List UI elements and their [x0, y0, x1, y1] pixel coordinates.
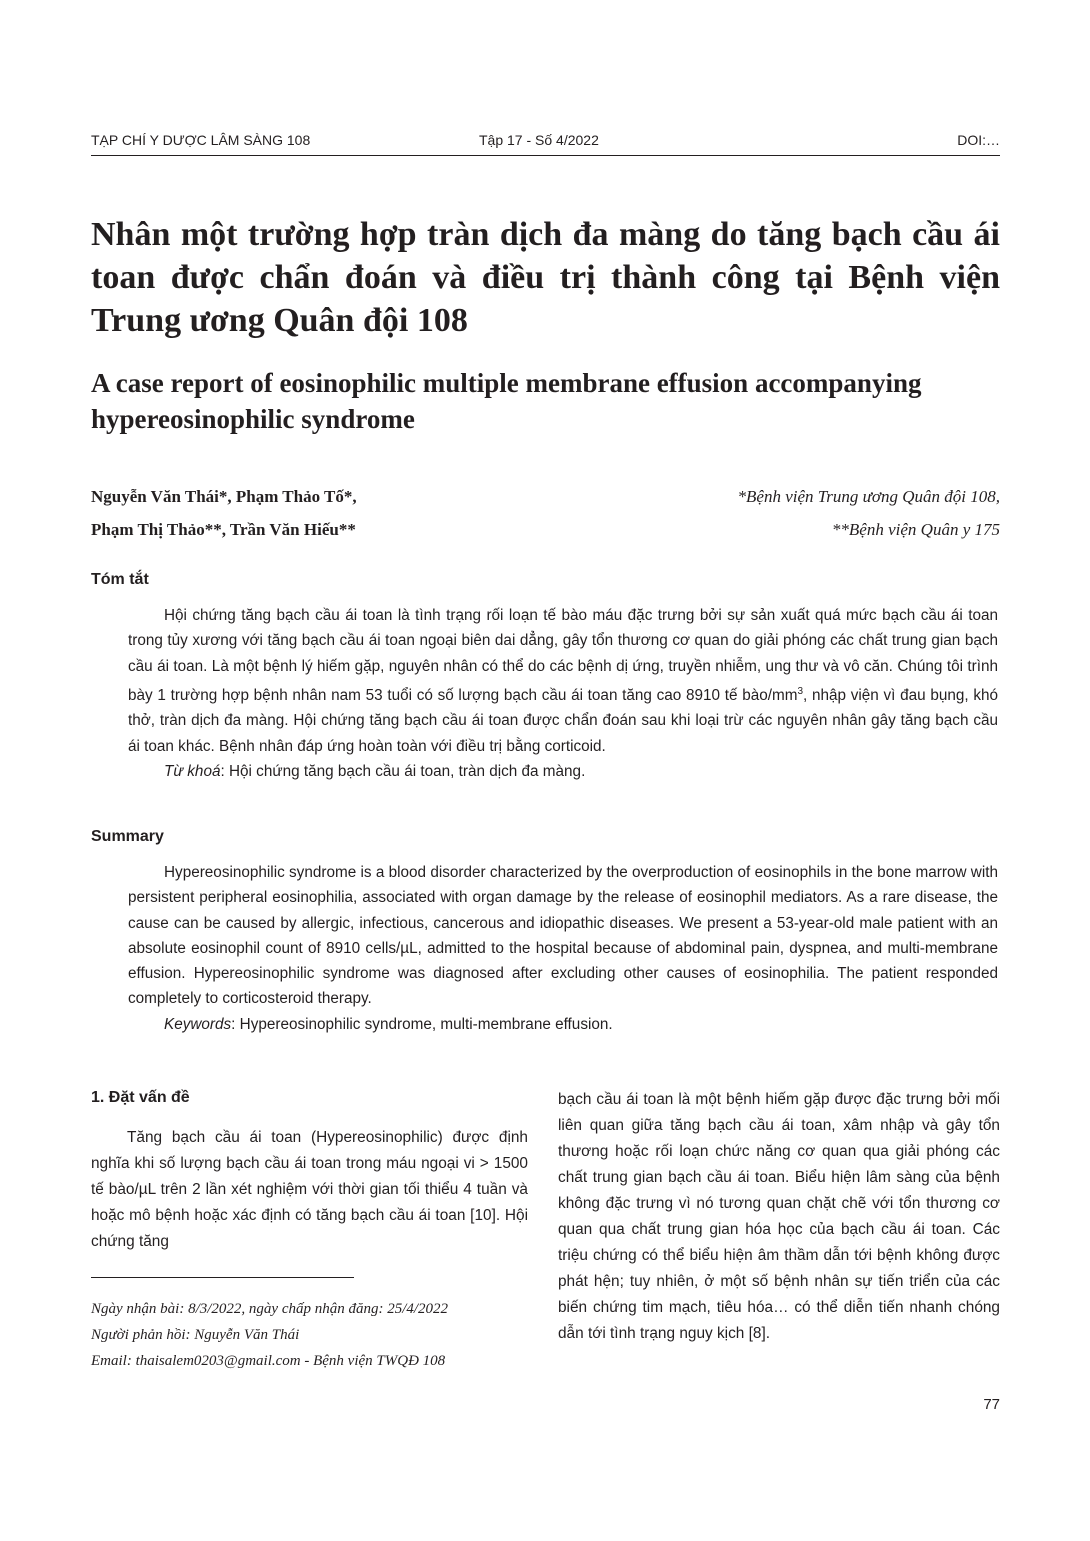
abstract-en-paragraph: Hypereosinophilic syndrome is a blood disorder characterized by the overproduction of eosinophils in the bone marrow with persistent peripheral eosinophilia, associated with organ damage by the release of eosinophil mediators. As a rare disease, the cause can be caused by allergic, infectious, cancerous and idiopathic diseases. We present a 53-year-old male patient with an absolute eosinophil count of 8910 cells/µL, admitted to the hospital because of abdominal pain, dyspnea, and multi-membrane effusion. Hypereosinophilic syndrome was diagnosed after excluding other causes of eosinophilia. The patient responded completely to corticosteroid therapy. — [128, 864, 998, 1008]
affiliation-list — [580, 480, 1000, 546]
title-vietnamese: Nhân một trường hợp tràn dịch đa màng do tăng bạch cầu ái toan được chẩn đoán và điều trị thành công tại Bệnh viện Trung ương Quân đội 108 — [91, 216, 1000, 339]
left-column — [91, 1087, 528, 1374]
author-list — [91, 480, 591, 546]
page-number: 77 — [983, 1396, 1000, 1413]
footnote-received: Ngày nhận bài: 8/3/2022, ngày chấp nhận đăng: 25/4/2022 — [91, 1301, 449, 1317]
keywords-en-label: Keywords — [164, 1015, 232, 1033]
author-line: Phạm Thị Thảo**, Trần Văn Hiếu** — [91, 520, 356, 539]
summary-heading: Summary — [91, 828, 164, 845]
section1-right-paragraph: bạch cầu ái toan là một bệnh hiếm gặp được đặc trưng bởi mối liên quan giữa tăng bạch cầu ái toan, xâm nhập và gây tổn thương hoặc rối loạn chức năng cơ quan qua giải phóng các chất trung gian bạch cầu ái toan. Biểu hiện lâm sàng của bệnh không đặc trưng vì nó tương quan chặt chẽ với tổn thương cơ quan qua chất trung gian hóa học của bạch cầu ái toan. Các triệu chứng có thể biểu hiện âm thầm dẫn tới bệnh không được phát hện; tuy nhiên, ở một số bệnh nhân sự tiến triển của các biến chứng tim mạch, tiêu hóa… có thể diễn tiến nhanh chóng dẫn tới tình trạng nguy kịch [8]. — [558, 1091, 1000, 1342]
section-heading: 1. Đặt vấn đề — [91, 1089, 190, 1106]
footnote-divider — [91, 1277, 354, 1278]
abstract-vi-heading: Tóm tắt — [91, 571, 149, 588]
footnote-email: Email: thaisalem0203@gmail.com - Bệnh viện TWQĐ 108 — [91, 1353, 446, 1369]
keywords-vi-text: : Hội chứng tăng bạch cầu ái toan, tràn dịch đa màng. — [220, 762, 586, 780]
section1-left-paragraph: Tăng bạch cầu ái toan (Hypereosinophilic) được định nghĩa khi số lượng bạch cầu ái toan trong máu ngoại vi > 1500 tế bào/µL trên 2 lần xét nghiệm với thời gian tối thiểu 4 tuần và hoặc mô bệnh hoặc xác định có tăng bạch cầu ái toan [10]. Hội chứng tăng — [91, 1129, 528, 1250]
abstract-vi-text-cont: , nhập viện vì đau bụng, khó thở, tràn dịch đa màng. Hội chứng tăng bạch cầu ái toan được chẩn đoán sau khi loại trừ các nguyên nhân gây tăng bạch cầu ái toan khác. Bệnh nhân đáp ứng hoàn toàn với điều trị bằng corticoid. — [128, 686, 998, 755]
title-english: A case report of eosinophilic multiple membrane effusion accompanying hypereosinophilic syndrome — [91, 368, 922, 434]
author-line: Nguyễn Văn Thái*, Phạm Thảo Tố*, — [91, 487, 357, 506]
superscript: 3 — [797, 685, 804, 697]
keywords-vi-label: Từ khoá — [164, 762, 221, 780]
keywords-vi — [128, 759, 998, 784]
abstract-vi-paragraph — [128, 603, 998, 759]
footnotes — [91, 1296, 528, 1374]
right-column — [558, 1087, 1000, 1347]
header-divider — [91, 155, 1000, 156]
journal-name: TẠP CHÍ Y DƯỢC LÂM SÀNG 108 — [91, 132, 311, 148]
doi: DOI:… — [957, 132, 1000, 148]
affiliation-line: **Bệnh viện Quân y 175 — [831, 520, 1000, 539]
running-header — [91, 130, 1000, 150]
keywords-en-text: : Hypereosinophilic syndrome, multi-membrane effusion. — [231, 1015, 613, 1033]
issue-number: Tập 17 - Số 4/2022 — [479, 132, 599, 148]
footnote-responder: Người phản hồi: Nguyễn Văn Thái — [91, 1327, 300, 1343]
affiliation-line: *Bệnh viện Trung ương Quân đội 108, — [737, 487, 1000, 506]
abstract-vi-text: Hội chứng tăng bạch cầu ái toan là tình trạng rối loạn tế bào máu đặc trưng bởi sự sản xuất quá mức bạch cầu ái toan trong tủy xương với tăng bạch cầu ái toan ngoại biên dai dẳng, gây tổn thương cơ quan do giải phóng các chất trung gian bạch cầu ái toan. Là một bệnh lý hiếm gặp, nguyên nhân có thể do các bệnh dị ứng, truyền nhiễm, ung thư và vô căn. Chúng tôi trình bày 1 trường hợp bệnh nhân nam 53 tuổi có số lượng bạch cầu ái toan tăng cao 8910 tế bào/mm — [128, 607, 998, 704]
abstract-english — [128, 860, 998, 1037]
keywords-en — [128, 1012, 998, 1037]
abstract-vietnamese — [128, 603, 998, 784]
